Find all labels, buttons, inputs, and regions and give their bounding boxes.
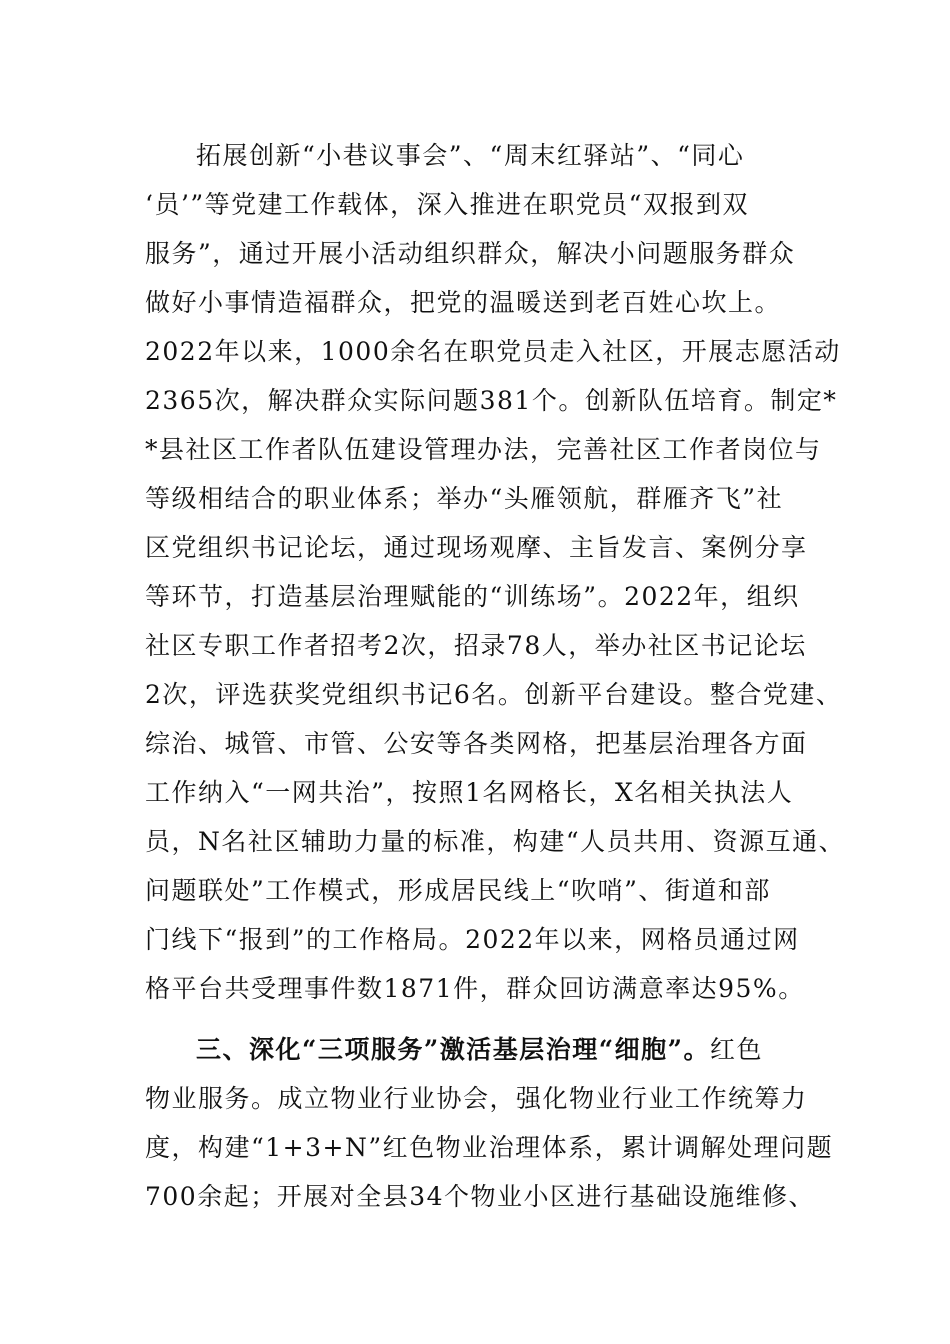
paragraph-line: 2次，评选获奖党组织书记6名。创新平台建设。整合党建、 <box>145 680 843 709</box>
paragraph-line: 等级相结合的职业体系；举办“头雁领航，群雁齐飞”社 <box>145 484 784 513</box>
paragraph-line: 等环节，打造基层治理赋能的“训练场”。2022年，组织 <box>145 582 800 611</box>
paragraph-line: 社区专职工作者招考2次，招录78人，举办社区书记论坛 <box>145 631 807 660</box>
paragraph-line: 拓展创新“小巷议事会”、“周末红驿站”、“同心 <box>196 141 745 170</box>
paragraph-line: 区党组织书记论坛，通过现场观摩、主旨发言、案例分享 <box>145 533 808 562</box>
paragraph-line: 员，N名社区辅助力量的标准，构建“人员共用、资源互通、 <box>145 827 846 856</box>
paragraph-line: 2022年以来，1000余名在职党员走入社区，开展志愿活动 <box>145 337 841 366</box>
paragraph-line: 物业服务。成立物业行业协会，强化物业行业工作统筹力 <box>145 1084 808 1113</box>
paragraph-line: 工作纳入“一网共治”，按照1名网格长，X名相关执法人 <box>145 778 794 807</box>
section-3-heading: 三、深化“三项服务”激活基层治理“细胞”。 <box>196 1035 711 1064</box>
paragraph-line: 服务”，通过开展小活动组织群众，解决小问题服务群众 <box>145 239 796 268</box>
paragraph-line: 门线下“报到”的工作格局。2022年以来，网格员通过网 <box>145 925 800 954</box>
paragraph-line: 问题联处”工作模式，形成居民线上“吹哨”、街道和部 <box>145 876 771 905</box>
section-3-text: 红色 <box>710 1035 764 1064</box>
paragraph-line: 700余起；开展对全县34个物业小区进行基础设施维修、 <box>145 1182 816 1211</box>
paragraph-line: *县社区工作者队伍建设管理办法，完善社区工作者岗位与 <box>145 435 822 464</box>
paragraph-line: 2365次，解决群众实际问题381个。创新队伍培育。制定* <box>145 386 838 415</box>
paragraph-line: 度，构建“1+3+N”红色物业治理体系，累计调解处理问题 <box>145 1133 834 1162</box>
section-3-first-line <box>196 1035 826 1065</box>
paragraph-line: 综治、城管、市管、公安等各类网格，把基层治理各方面 <box>145 729 808 758</box>
paragraph-line: 格平台共受理事件数1871件，群众回访满意率达95%。 <box>145 974 805 1003</box>
paragraph-line: 做好小事情造福群众，把党的温暖送到老百姓心坎上。 <box>145 288 782 317</box>
paragraph-line: ‘员’”等党建工作载体，深入推进在职党员“双报到双 <box>145 190 749 219</box>
